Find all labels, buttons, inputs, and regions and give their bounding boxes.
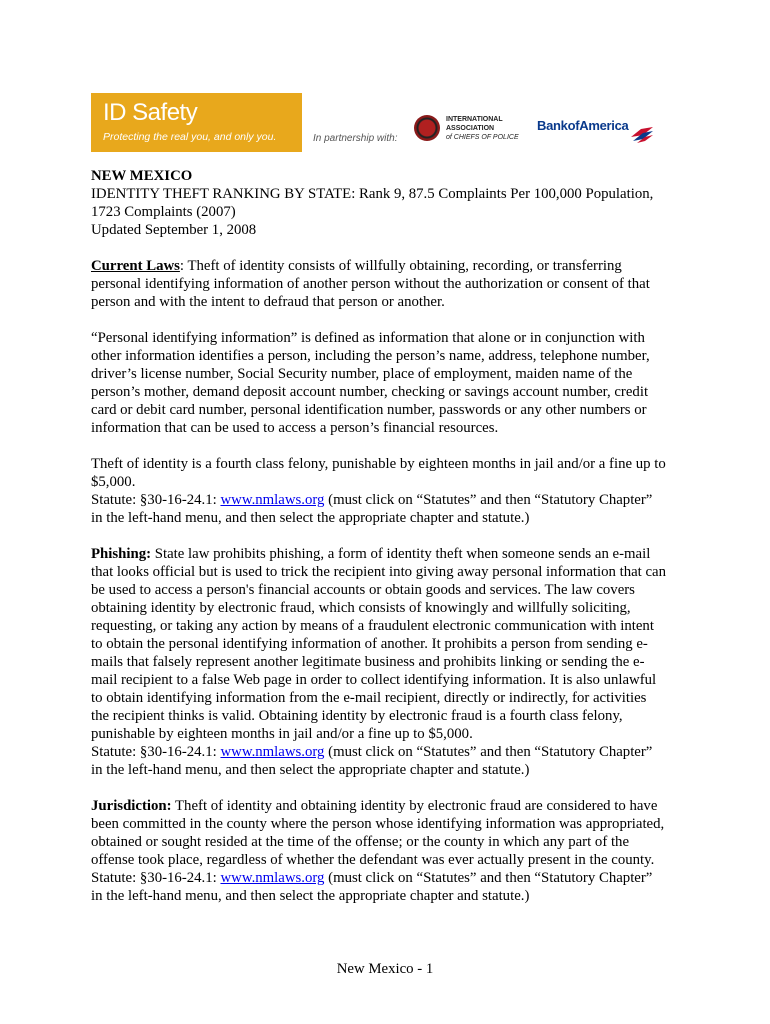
document-body	[91, 167, 691, 905]
statute-line-2: in the left-hand menu, and then select the appropriate chapter and statute.)	[91, 510, 530, 526]
iacp-line-3: of CHIEFS OF POLICE	[446, 134, 519, 141]
definition-line-3: driver’s license number, Social Security number, place of employment, maiden name of the	[91, 366, 633, 382]
statute-prefix: Statute: §30-16-24.1:	[91, 492, 221, 508]
phishing-line-3: be used to access a person's financial accounts or obtain goods and services. The law covers	[91, 582, 635, 598]
iacp-seal-icon	[414, 115, 440, 141]
definition-line-5: card or debit card number, personal identification number, passwords or any other numbers or	[91, 402, 647, 418]
iacp-line-1: INTERNATIONAL	[446, 116, 503, 123]
jurisdiction-line-3: obtained or sought resided at the time of the offense; or the county in which any part of the	[91, 834, 630, 850]
nmlaws-link[interactable]: www.nmlaws.org	[220, 744, 325, 760]
iacp-line-2: ASSOCIATION	[446, 125, 495, 132]
header-banner	[91, 93, 691, 153]
nmlaws-link[interactable]: www.nmlaws.org	[220, 870, 325, 886]
statute-suffix: (must click on “Statutes” and then “Statutory Chapter”	[324, 492, 653, 508]
statute-line	[91, 869, 691, 887]
jurisdiction-paragraph	[91, 797, 691, 815]
statute-prefix: Statute: §30-16-24.1:	[91, 744, 221, 760]
bank-of-america-logo: BankofAmerica	[537, 118, 629, 133]
nmlaws-link[interactable]: www.nmlaws.org	[220, 492, 325, 508]
definition-line-2: other information identifies a person, including the person’s name, address, telephone number,	[91, 348, 650, 364]
phishing-line-2: that looks official but is used to trick the recipient into giving away personal information that can	[91, 564, 667, 580]
phishing-line-9: to obtain identifying information from the e-mail recipient, directly or indirectly, for activities	[91, 690, 647, 706]
jurisdiction-line-4: offense took place, regardless of whether the defendant was ever actually present in the county.	[91, 852, 655, 868]
statute-suffix: (must click on “Statutes” and then “Statutory Chapter”	[324, 744, 653, 760]
state-title: NEW MEXICO	[91, 168, 193, 184]
updated-line: Updated September 1, 2008	[91, 222, 257, 238]
definition-line-6: information that can be used to access a person’s financial resources.	[91, 420, 499, 436]
phishing-line-8: mail recipient to a false Web page in order to collect identifying information. It is also unlawful	[91, 672, 657, 688]
current-laws-line-3: person and with the intent to defraud that person or another.	[91, 294, 445, 310]
id-safety-logo	[91, 93, 302, 152]
phishing-line-7: mails that falsely represent another legitimate business and prohibits linking or sending the e-	[91, 654, 645, 670]
current-laws-heading: Current Laws	[91, 258, 180, 274]
bank-flag-icon	[631, 127, 653, 143]
brand-tagline: Protecting the real you, and only you.	[103, 131, 277, 143]
phishing-paragraph	[91, 545, 691, 563]
complaints-line: 1723 Complaints (2007)	[91, 204, 236, 220]
ranking-line: IDENTITY THEFT RANKING BY STATE: Rank 9, 87.5 Complaints Per 100,000 Population,	[91, 186, 654, 202]
phishing-line-11: punishable by eighteen months in jail and/or a fine up to $5,000.	[91, 726, 473, 742]
current-laws-text: : Theft of identity consists of willfully obtaining, recording, or transferring	[179, 258, 622, 274]
page-footer: New Mexico - 1	[336, 961, 434, 977]
jurisdiction-first-line: Theft of identity and obtaining identity by electronic fraud are considered to have	[171, 798, 658, 814]
current-laws-paragraph	[91, 257, 691, 275]
statute-suffix: (must click on “Statutes” and then “Statutory Chapter”	[324, 870, 653, 886]
phishing-line-4: obtaining identity by electronic fraud, which consists of knowingly and willfully soliciting,	[91, 600, 631, 616]
phishing-line-10: the recipient thinks is valid. Obtaining identity by electronic fraud is a fourth class felony,	[91, 708, 623, 724]
iacp-logo-text	[446, 115, 519, 142]
statute-line-2: in the left-hand menu, and then select the appropriate chapter and statute.)	[91, 888, 530, 904]
phishing-heading: Phishing:	[91, 546, 152, 562]
brand-title: ID Safety	[103, 99, 198, 126]
jurisdiction-heading: Jurisdiction:	[91, 798, 172, 814]
phishing-line-6: to obtain the personal identifying information of another. It prohibits a person from sending e-	[91, 636, 648, 652]
statute-line-2: in the left-hand menu, and then select the appropriate chapter and statute.)	[91, 762, 530, 778]
statute-prefix: Statute: §30-16-24.1:	[91, 870, 221, 886]
partnership-text: In partnership with:	[313, 133, 398, 144]
phishing-first-line: State law prohibits phishing, a form of identity theft when someone sends an e-mail	[151, 546, 651, 562]
phishing-line-5: requesting, or taking any action by means of a fraudulent electronic communication with intent	[91, 618, 654, 634]
statute-line	[91, 743, 691, 761]
statute-line	[91, 491, 691, 509]
definition-line-4: person’s mother, demand deposit account number, checking or savings account number, credit	[91, 384, 649, 400]
definition-line-1: “Personal identifying information” is defined as information that alone or in conjunction with	[91, 330, 645, 346]
jurisdiction-line-2: been committed in the county where the person whose identifying information was appropriated,	[91, 816, 665, 832]
penalty-line-2: $5,000.	[91, 474, 136, 490]
current-laws-line-2: personal identifying information of another person without the authorization or consent of that	[91, 276, 650, 292]
penalty-line-1: Theft of identity is a fourth class felony, punishable by eighteen months in jail and/or a fine up to	[91, 456, 666, 472]
